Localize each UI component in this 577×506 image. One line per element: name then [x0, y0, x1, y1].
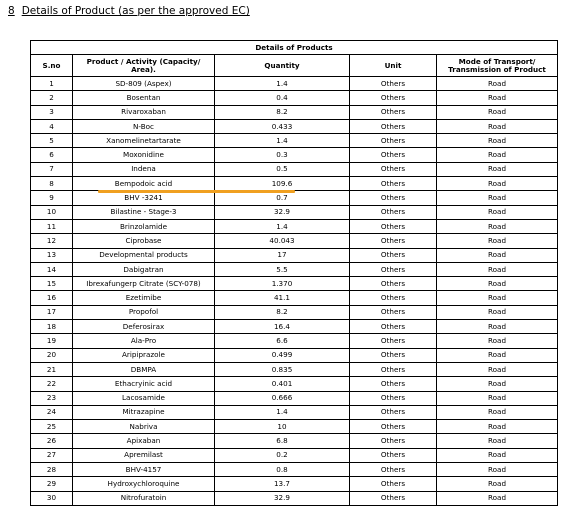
cell-unit: Others — [350, 177, 437, 191]
cell-sno: 9 — [31, 191, 73, 205]
cell-quantity: 0.4 — [215, 91, 350, 105]
cell-unit: Others — [350, 148, 437, 162]
cell-sno: 5 — [31, 134, 73, 148]
cell-unit: Others — [350, 348, 437, 362]
cell-transport: Road — [437, 320, 558, 334]
cell-quantity: 8.2 — [215, 105, 350, 119]
cell-sno: 27 — [31, 448, 73, 462]
cell-quantity: 8.2 — [215, 305, 350, 319]
cell-transport: Road — [437, 119, 558, 133]
table-row — [31, 291, 558, 305]
cell-quantity: 0.8 — [215, 463, 350, 477]
table-row — [31, 234, 558, 248]
cell-unit: Others — [350, 277, 437, 291]
cell-product: SD-809 (Aspex) — [73, 77, 215, 91]
cell-product: Deferosirax — [73, 320, 215, 334]
cell-quantity: 0.3 — [215, 148, 350, 162]
cell-product: Ethacryinic acid — [73, 377, 215, 391]
cell-quantity: 1.4 — [215, 219, 350, 233]
cell-transport: Road — [437, 77, 558, 91]
table-title: Details of Products — [31, 41, 558, 55]
table-row — [31, 277, 558, 291]
cell-sno: 12 — [31, 234, 73, 248]
cell-unit: Others — [350, 291, 437, 305]
cell-product: Developmental products — [73, 248, 215, 262]
table-row — [31, 177, 558, 191]
cell-quantity: 109.6 — [215, 177, 350, 191]
cell-sno: 14 — [31, 262, 73, 276]
cell-unit: Others — [350, 134, 437, 148]
cell-sno: 18 — [31, 320, 73, 334]
cell-product: Apixaban — [73, 434, 215, 448]
cell-unit: Others — [350, 334, 437, 348]
cell-unit: Others — [350, 262, 437, 276]
cell-quantity: 32.9 — [215, 491, 350, 505]
cell-sno: 24 — [31, 405, 73, 419]
cell-quantity: 16.4 — [215, 320, 350, 334]
cell-unit: Others — [350, 105, 437, 119]
table-row — [31, 248, 558, 262]
cell-transport: Road — [437, 191, 558, 205]
cell-transport: Road — [437, 491, 558, 505]
table-row — [31, 77, 558, 91]
cell-sno: 25 — [31, 420, 73, 434]
cell-product: Aripiprazole — [73, 348, 215, 362]
cell-product: Brinzolamide — [73, 219, 215, 233]
table-row — [31, 405, 558, 419]
cell-product: DBMPA — [73, 362, 215, 376]
table-row — [31, 434, 558, 448]
cell-unit: Others — [350, 434, 437, 448]
cell-sno: 20 — [31, 348, 73, 362]
table-row — [31, 334, 558, 348]
cell-quantity: 1.4 — [215, 405, 350, 419]
cell-product: Bempodoic acid — [73, 177, 215, 191]
section-title: Details of Product (as per the approved EC) — [21, 5, 250, 17]
cell-quantity: 0.401 — [215, 377, 350, 391]
cell-sno: 26 — [31, 434, 73, 448]
cell-product: Ezetimibe — [73, 291, 215, 305]
cell-sno: 16 — [31, 291, 73, 305]
cell-product: Mitrazapine — [73, 405, 215, 419]
cell-sno: 3 — [31, 105, 73, 119]
cell-unit: Others — [350, 463, 437, 477]
table-row — [31, 448, 558, 462]
cell-product: Lacosamide — [73, 391, 215, 405]
cell-quantity: 1.4 — [215, 134, 350, 148]
cell-transport: Road — [437, 377, 558, 391]
cell-transport: Road — [437, 262, 558, 276]
cell-transport: Road — [437, 448, 558, 462]
cell-product: Indena — [73, 162, 215, 176]
column-header-sno: S.no — [31, 55, 73, 77]
cell-product: Nitrofuratoin — [73, 491, 215, 505]
cell-transport: Road — [437, 277, 558, 291]
cell-sno: 11 — [31, 219, 73, 233]
table-row — [31, 305, 558, 319]
cell-quantity: 41.1 — [215, 291, 350, 305]
cell-product: BHV -3241 — [73, 191, 215, 205]
cell-quantity: 32.9 — [215, 205, 350, 219]
cell-transport: Road — [437, 105, 558, 119]
table-row — [31, 119, 558, 133]
cell-unit: Others — [350, 420, 437, 434]
cell-sno: 21 — [31, 362, 73, 376]
cell-unit: Others — [350, 362, 437, 376]
cell-sno: 13 — [31, 248, 73, 262]
cell-quantity: 13.7 — [215, 477, 350, 491]
cell-quantity: 0.835 — [215, 362, 350, 376]
cell-unit: Others — [350, 377, 437, 391]
cell-product: N-Boc — [73, 119, 215, 133]
cell-unit: Others — [350, 248, 437, 262]
column-header-transport: Mode of Transport/ Transmission of Product — [437, 55, 558, 77]
products-table — [30, 40, 558, 506]
cell-transport: Road — [437, 477, 558, 491]
cell-quantity: 6.8 — [215, 434, 350, 448]
table-row — [31, 477, 558, 491]
cell-quantity: 17 — [215, 248, 350, 262]
cell-unit: Others — [350, 305, 437, 319]
cell-sno: 4 — [31, 119, 73, 133]
cell-unit: Others — [350, 91, 437, 105]
cell-product: BHV-4157 — [73, 463, 215, 477]
cell-product: Xanomelinetartarate — [73, 134, 215, 148]
cell-quantity: 40.043 — [215, 234, 350, 248]
cell-transport: Road — [437, 219, 558, 233]
cell-quantity: 0.666 — [215, 391, 350, 405]
cell-product: Rivaroxaban — [73, 105, 215, 119]
table-row — [31, 262, 558, 276]
cell-product: Apremilast — [73, 448, 215, 462]
cell-sno: 23 — [31, 391, 73, 405]
cell-unit: Others — [350, 477, 437, 491]
cell-sno: 30 — [31, 491, 73, 505]
cell-quantity: 10 — [215, 420, 350, 434]
table-row — [31, 219, 558, 233]
column-header-quantity: Quantity — [215, 55, 350, 77]
cell-transport: Road — [437, 177, 558, 191]
table-row — [31, 463, 558, 477]
table-row — [31, 420, 558, 434]
cell-product: Bilastine - Stage-3 — [73, 205, 215, 219]
cell-unit: Others — [350, 491, 437, 505]
cell-unit: Others — [350, 191, 437, 205]
cell-unit: Others — [350, 405, 437, 419]
cell-sno: 7 — [31, 162, 73, 176]
table-row — [31, 105, 558, 119]
cell-product: Moxonidine — [73, 148, 215, 162]
cell-transport: Road — [437, 134, 558, 148]
table-row — [31, 377, 558, 391]
cell-sno: 15 — [31, 277, 73, 291]
cell-unit: Others — [350, 320, 437, 334]
cell-quantity: 0.5 — [215, 162, 350, 176]
cell-transport: Road — [437, 291, 558, 305]
cell-unit: Others — [350, 205, 437, 219]
cell-sno: 6 — [31, 148, 73, 162]
table-row — [31, 320, 558, 334]
cell-quantity: 0.2 — [215, 448, 350, 462]
table-row — [31, 148, 558, 162]
section-heading — [8, 5, 250, 17]
cell-unit: Others — [350, 77, 437, 91]
cell-product: Hydroxychloroquine — [73, 477, 215, 491]
cell-sno: 17 — [31, 305, 73, 319]
cell-transport: Road — [437, 162, 558, 176]
column-header-unit: Unit — [350, 55, 437, 77]
cell-sno: 28 — [31, 463, 73, 477]
cell-quantity: 0.499 — [215, 348, 350, 362]
cell-unit: Others — [350, 234, 437, 248]
cell-transport: Road — [437, 234, 558, 248]
cell-transport: Road — [437, 420, 558, 434]
cell-sno: 10 — [31, 205, 73, 219]
table-row — [31, 362, 558, 376]
cell-product: Nabriva — [73, 420, 215, 434]
cell-transport: Road — [437, 463, 558, 477]
cell-transport: Road — [437, 434, 558, 448]
cell-quantity: 1.370 — [215, 277, 350, 291]
cell-transport: Road — [437, 91, 558, 105]
cell-quantity: 6.6 — [215, 334, 350, 348]
cell-transport: Road — [437, 405, 558, 419]
table-row — [31, 391, 558, 405]
table-row — [31, 134, 558, 148]
cell-transport: Road — [437, 148, 558, 162]
table-row — [31, 162, 558, 176]
cell-product: Dabigatran — [73, 262, 215, 276]
cell-sno: 22 — [31, 377, 73, 391]
table-row — [31, 205, 558, 219]
cell-product: Ala-Pro — [73, 334, 215, 348]
cell-quantity: 0.7 — [215, 191, 350, 205]
cell-unit: Others — [350, 448, 437, 462]
table-header-row — [31, 55, 558, 77]
cell-transport: Road — [437, 391, 558, 405]
cell-quantity: 1.4 — [215, 77, 350, 91]
cell-transport: Road — [437, 305, 558, 319]
cell-sno: 19 — [31, 334, 73, 348]
cell-transport: Road — [437, 348, 558, 362]
column-header-product: Product / Activity (Capacity/ Area). — [73, 55, 215, 77]
table-row — [31, 491, 558, 505]
section-number: 8 — [8, 5, 15, 17]
cell-unit: Others — [350, 119, 437, 133]
cell-unit: Others — [350, 162, 437, 176]
table-row — [31, 91, 558, 105]
cell-transport: Road — [437, 334, 558, 348]
cell-product: Ciprobase — [73, 234, 215, 248]
cell-product: Propofol — [73, 305, 215, 319]
cell-sno: 29 — [31, 477, 73, 491]
cell-transport: Road — [437, 248, 558, 262]
table-row — [31, 191, 558, 205]
cell-sno: 1 — [31, 77, 73, 91]
cell-quantity: 0.433 — [215, 119, 350, 133]
cell-product: Bosentan — [73, 91, 215, 105]
table-row — [31, 348, 558, 362]
cell-product: Ibrexafungerp Citrate (SCY-078) — [73, 277, 215, 291]
highlight-underline — [98, 190, 295, 193]
cell-unit: Others — [350, 219, 437, 233]
cell-sno: 2 — [31, 91, 73, 105]
cell-transport: Road — [437, 205, 558, 219]
cell-quantity: 5.5 — [215, 262, 350, 276]
cell-sno: 8 — [31, 177, 73, 191]
cell-unit: Others — [350, 391, 437, 405]
cell-transport: Road — [437, 362, 558, 376]
